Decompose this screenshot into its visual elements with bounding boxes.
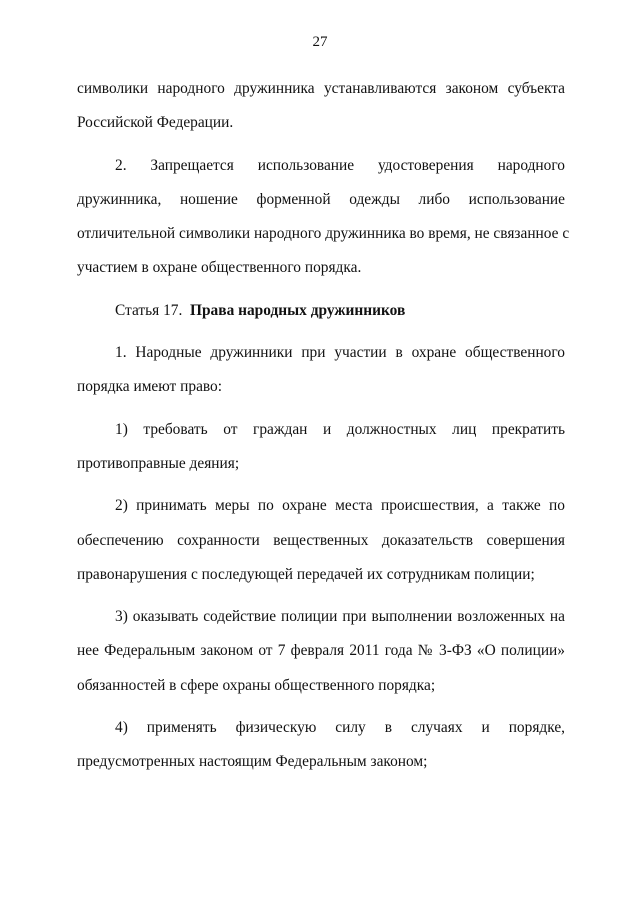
text-line: обязанностей в сфере охраны общественного порядка; <box>77 676 436 694</box>
list-item-1: 1) требовать от граждан и должностных лиц прекратить <box>115 420 565 438</box>
text-line: отличительной символики народного дружинника во время, не связанное с <box>77 225 570 243</box>
paragraph-2-start: 2. Запрещается использование удостоверения народного <box>115 156 565 174</box>
text-line: порядка имеют право: <box>77 378 223 396</box>
text-line: обеспечению сохранности вещественных доказательств совершения <box>77 531 565 549</box>
text-line: символики народного дружинника устанавливаются законом субъекта <box>77 80 565 97</box>
list-item-3: 3) оказывать содействие полиции при выполнении возложенных на <box>115 608 565 626</box>
article-title: Права народных дружинников <box>190 301 406 319</box>
document-body <box>77 72 570 780</box>
page-number: 27 <box>312 34 328 50</box>
paragraph-1-start: 1. Народные дружинники при участии в охране общественного <box>115 344 565 362</box>
text-line: нее Федеральным законом от 7 февраля 2011 года № 3-ФЗ «О полиции» <box>77 642 565 660</box>
text-line: противоправные деяния; <box>77 454 240 472</box>
text-line: дружинника, ношение форменной одежды либо использование <box>77 190 565 208</box>
text-line: правонарушения с последующей передачей их сотрудникам полиции; <box>77 565 535 583</box>
text-line: предусмотренных настоящим Федеральным законом; <box>77 753 428 771</box>
text-line: участием в охране общественного порядка. <box>77 259 362 277</box>
list-item-4: 4) применять физическую силу в случаях и порядке, <box>115 719 565 737</box>
list-item-2: 2) принимать меры по охране места происшествия, а также по <box>115 497 565 515</box>
article-label: Статья 17. <box>115 301 183 319</box>
article-heading <box>77 294 565 328</box>
text-line: Российской Федерации. <box>77 114 234 132</box>
